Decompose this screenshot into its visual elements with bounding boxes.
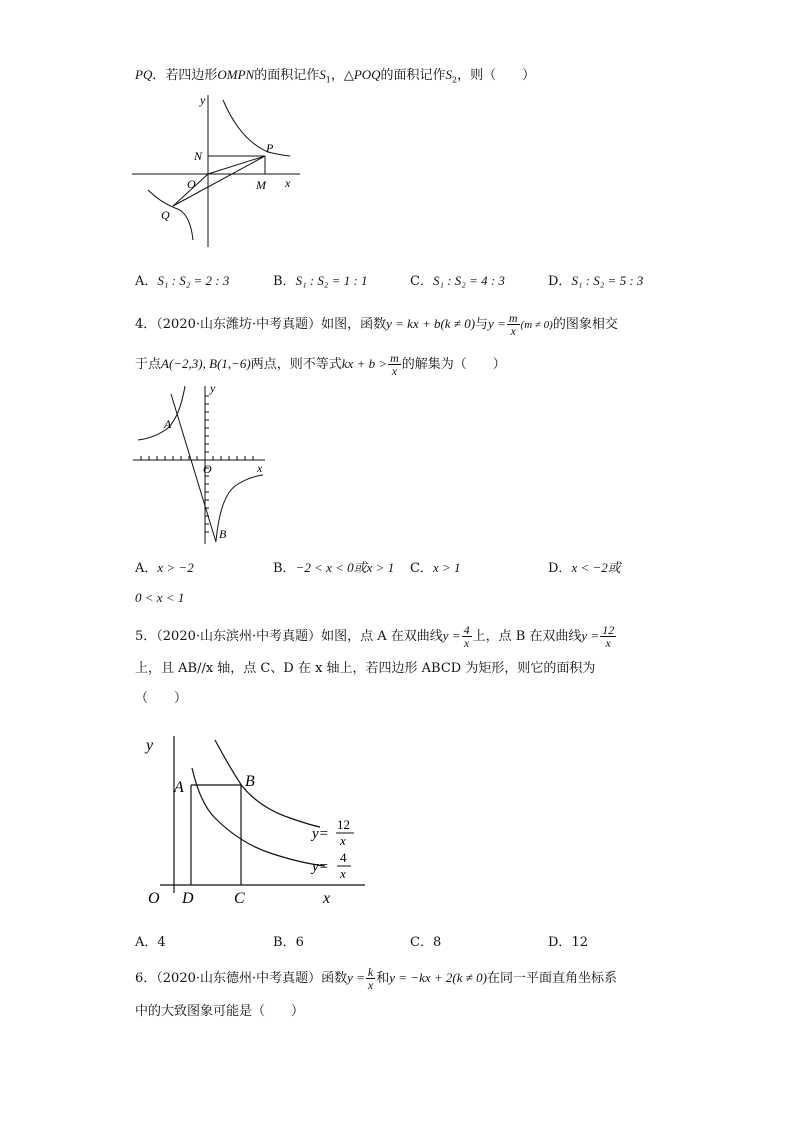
q3-option-d[interactable] (548, 270, 643, 289)
q5-curve2-den: x (340, 866, 346, 881)
option-letter: B． (273, 935, 296, 950)
q3-quad-ompn: OMPN (217, 67, 255, 82)
q4-label-a: A (164, 417, 172, 431)
q4-stem-line-2 (135, 352, 506, 377)
q5-curve-12-over-x (215, 740, 320, 827)
q5-frac2-num: 12 (602, 623, 615, 637)
q5-frac1-den: x (463, 636, 470, 650)
q4-ineq-fraction (388, 352, 401, 377)
q4-label-x: x (257, 461, 263, 475)
q3-label-x: x (285, 176, 291, 190)
option-letter: D． (548, 274, 572, 289)
q6-func-linear: y = −kx + 2(k ≠ 0) (389, 970, 487, 985)
q3-text-e: ，则（ ） (457, 68, 536, 83)
q4-ineq-num: m (390, 351, 399, 365)
q4-prefix: 4．（2020·山东潍坊·中考真题）如图，函数 (135, 317, 387, 332)
q4-ineq-den: x (391, 364, 398, 378)
q4-points: A(−2,3), B(1,−6) (161, 356, 251, 371)
q5-curve2-num: 4 (340, 850, 347, 865)
q5-label-d: D (182, 890, 194, 907)
q3-curve-upper (223, 100, 290, 156)
q3-segment-pq: PQ (135, 67, 153, 82)
q4-mid: 与 (475, 317, 489, 332)
q6-prefix: 6．（2020·山东德州·中考真题）函数 (135, 971, 348, 986)
q5-frac-2 (600, 624, 616, 649)
option-text: S₁ : S₂ = 4 : 3 (432, 273, 505, 288)
option-letter: B． (273, 561, 296, 576)
q5-line2: 上，且 AB//x 轴，点 C、D 在 x 轴上，若四边形 ABCD 为矩形，则它的面积为 (135, 661, 596, 676)
q5-option-b[interactable] (273, 931, 304, 950)
q3-text-a: ．若四边形 (152, 68, 218, 83)
q6-line2: 中的大致图象可能是（ ） (135, 1004, 305, 1019)
q5-option-a[interactable] (135, 931, 166, 950)
q3-figure (130, 90, 310, 250)
q4-func-linear: y = kx + b(k ≠ 0) (386, 316, 476, 331)
q3-label-n: N (194, 149, 203, 163)
q6-frac-num: k (367, 965, 374, 979)
option-letter: D． (548, 561, 572, 576)
q3-s2: S (445, 67, 453, 82)
q3-option-c[interactable] (410, 270, 505, 289)
q4-option-b[interactable] (273, 557, 394, 576)
q5-label-o: O (148, 890, 160, 907)
option-letter: D． (548, 935, 572, 950)
q3-label-p: P (266, 141, 274, 155)
q5-label-x: x (323, 890, 331, 907)
option-letter: C． (410, 274, 433, 289)
q4-option-d-continued (135, 590, 184, 606)
q5-curve2-y: y= (312, 859, 329, 875)
q6-suffix: 在同一平面直角坐标系 (486, 971, 617, 986)
q6-stem-line-1 (135, 966, 617, 991)
q3-curve-lower (148, 190, 193, 240)
q4-option-c[interactable] (410, 557, 461, 576)
q3-label-q: Q (161, 208, 170, 222)
q5-curve1-y: y= (312, 826, 329, 842)
q5-mid: 上，点 B 在双曲线 (472, 629, 582, 644)
q5-stem-line-2 (135, 660, 595, 678)
q4-line2-a: 于点 (135, 357, 162, 372)
q5-option-c[interactable] (410, 931, 441, 950)
q5-stem-line-1 (135, 624, 617, 649)
q5-label-a: A (174, 779, 184, 796)
option-text: 8 (432, 935, 442, 950)
q3-triangle-poq: POQ (353, 67, 381, 82)
q5-frac-1 (462, 624, 472, 649)
q3-s1: S (319, 67, 326, 82)
q4-label-y: y (210, 381, 216, 395)
q6-fraction (366, 966, 375, 991)
q4-option-d[interactable] (548, 557, 621, 576)
q5-option-d[interactable] (548, 931, 588, 950)
option-letter: A． (135, 561, 158, 576)
option-text: S₁ : S₂ = 5 : 3 (571, 273, 644, 288)
q3-text-c: ，△ (330, 68, 354, 83)
q6-y1: y = (347, 970, 365, 985)
q5-prefix: 5．（2020·山东滨州·中考真题）如图，点 A 在双曲线 (135, 629, 443, 644)
q5-figure (140, 728, 370, 913)
option-letter: A． (135, 274, 158, 289)
q5-y2: y = (581, 628, 600, 643)
option-text: S₁ : S₂ = 2 : 3 (157, 273, 230, 288)
q4-frac-num: m (508, 311, 518, 325)
q3-stem-line (135, 66, 535, 90)
q6-frac-den: x (367, 978, 374, 992)
option-text: x < −2或 (571, 560, 621, 575)
q4-suffix: 的图象相交 (552, 317, 618, 332)
q6-mid: 和 (376, 971, 390, 986)
option-text: −2 < x < 0或x > 1 (295, 560, 395, 575)
q4-inequality: kx + b > (341, 356, 388, 371)
q4-label-b: B (219, 527, 227, 541)
option-text: 6 (295, 935, 304, 950)
option-letter: A． (135, 935, 158, 950)
q5-curve1-den: x (340, 833, 346, 848)
q3-s1-sub: 1 (325, 75, 331, 85)
q3-label-o: O (187, 177, 196, 191)
option-text: x > 1 (432, 560, 461, 575)
q4-line2-c: 的解集为（ ） (401, 357, 506, 372)
q4-cond: (m ≠ 0) (520, 319, 553, 331)
q4-option-a[interactable] (135, 557, 194, 576)
q3-option-a[interactable] (135, 270, 229, 289)
q5-label-y: y (146, 737, 154, 754)
q5-stem-line-3 (135, 690, 187, 708)
q5-answer-paren: （ ） (135, 691, 188, 706)
q3-s2-sub: 2 (452, 75, 458, 85)
q3-text-d: 的面积记作 (380, 68, 446, 83)
q4-frac-den: x (510, 324, 516, 338)
q6-stem-line-2 (135, 1003, 304, 1021)
q4-figure (130, 378, 280, 548)
q5-curve1-num: 12 (337, 817, 350, 832)
q3-text-b: 的面积记作 (254, 68, 320, 83)
option-letter: C． (410, 935, 433, 950)
q3-label-m: M (256, 178, 266, 192)
q4-y-eq: y = (488, 316, 506, 331)
q3-option-b[interactable] (273, 270, 368, 289)
q5-y1: y = (442, 628, 461, 643)
q5-label-b: B (245, 773, 255, 790)
q5-label-c: C (234, 890, 245, 907)
option-text: S₁ : S₂ = 1 : 1 (295, 273, 368, 288)
q4-label-o: O (203, 462, 212, 476)
option-text: 0 < x < 1 (135, 590, 185, 605)
q5-frac2-den: x (605, 636, 611, 650)
option-text: x > −2 (157, 560, 194, 575)
option-text: 12 (571, 935, 588, 950)
q5-frac1-num: 4 (463, 623, 470, 637)
q4-fraction (507, 312, 520, 337)
option-letter: C． (410, 561, 433, 576)
q5-curve-4-over-x (192, 768, 325, 866)
q4-line2-b: 两点，则不等式 (250, 357, 342, 372)
q4-hyperbola-upper (138, 386, 185, 440)
option-text: 4 (157, 935, 166, 950)
q4-x-ticks (141, 456, 253, 460)
q3-label-y: y (200, 93, 206, 107)
option-letter: B． (273, 274, 296, 289)
q4-stem-line-1 (135, 312, 618, 337)
